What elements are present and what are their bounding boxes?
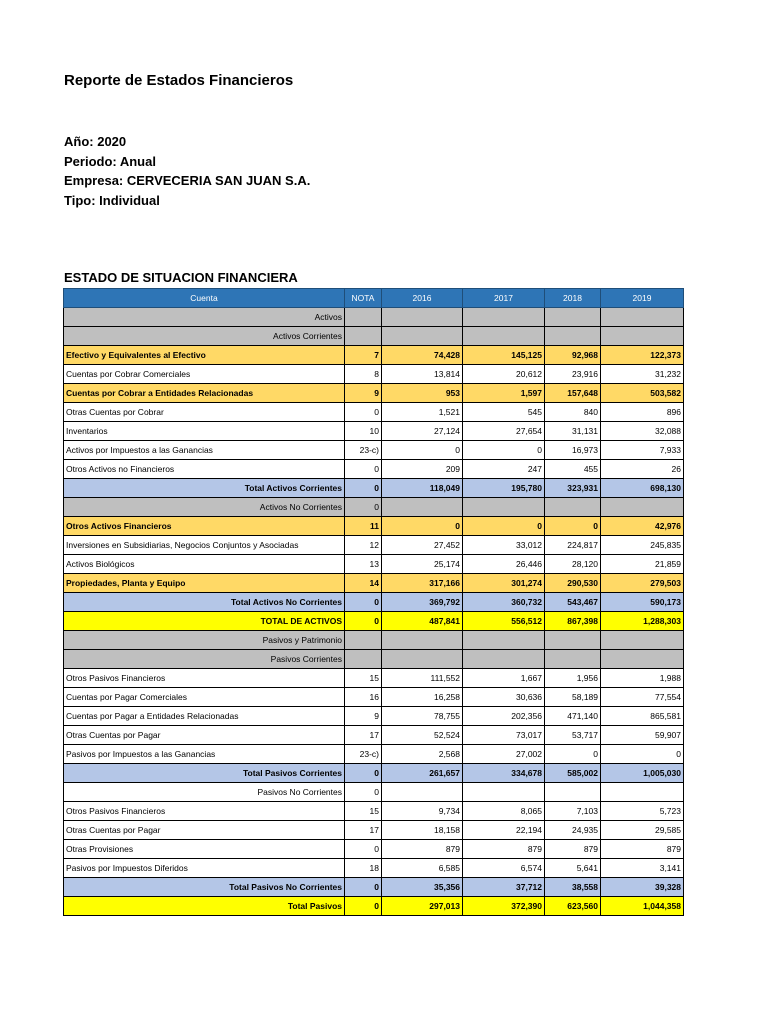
cell-2017: 30,636 xyxy=(463,688,545,707)
cell-cuenta: Activos Corrientes xyxy=(64,327,345,346)
cell-2018: 58,189 xyxy=(545,688,601,707)
table-row xyxy=(64,555,684,574)
table-row xyxy=(64,422,684,441)
cell-2016: 27,452 xyxy=(382,536,463,555)
cell-2017 xyxy=(463,783,545,802)
cell-2016: 487,841 xyxy=(382,612,463,631)
table-row xyxy=(64,498,684,517)
cell-2017: 0 xyxy=(463,517,545,536)
cell-2018: 38,558 xyxy=(545,878,601,897)
cell-2018: 543,467 xyxy=(545,593,601,612)
cell-nota: 23-c) xyxy=(345,745,382,764)
cell-2017: 556,512 xyxy=(463,612,545,631)
cell-2016: 209 xyxy=(382,460,463,479)
cell-nota: 0 xyxy=(345,783,382,802)
cell-2017: 8,065 xyxy=(463,802,545,821)
cell-2017 xyxy=(463,498,545,517)
cell-nota: 15 xyxy=(345,669,382,688)
cell-cuenta: Activos por Impuestos a las Ganancias xyxy=(64,441,345,460)
table-row xyxy=(64,821,684,840)
cell-2018: 28,120 xyxy=(545,555,601,574)
cell-nota: 7 xyxy=(345,346,382,365)
cell-2016: 35,356 xyxy=(382,878,463,897)
cell-2018 xyxy=(545,650,601,669)
cell-cuenta: Inventarios xyxy=(64,422,345,441)
cell-cuenta: Otras Cuentas por Pagar xyxy=(64,821,345,840)
cell-cuenta: Activos No Corrientes xyxy=(64,498,345,517)
section-title: ESTADO DE SITUACION FINANCIERA xyxy=(64,270,298,285)
cell-2016 xyxy=(382,327,463,346)
cell-nota: 0 xyxy=(345,897,382,916)
cell-nota: 0 xyxy=(345,403,382,422)
cell-2019: 1,044,358 xyxy=(601,897,684,916)
column-header-2017: 2017 xyxy=(463,289,545,308)
cell-2016: 953 xyxy=(382,384,463,403)
cell-2018: 0 xyxy=(545,745,601,764)
cell-2018: 92,968 xyxy=(545,346,601,365)
table-row xyxy=(64,460,684,479)
cell-cuenta: Cuentas por Pagar Comerciales xyxy=(64,688,345,707)
cell-nota xyxy=(345,308,382,327)
cell-2018: 7,103 xyxy=(545,802,601,821)
cell-2017 xyxy=(463,631,545,650)
cell-2016: 118,049 xyxy=(382,479,463,498)
cell-2019: 26 xyxy=(601,460,684,479)
cell-2019: 77,554 xyxy=(601,688,684,707)
cell-2019 xyxy=(601,650,684,669)
cell-2018 xyxy=(545,308,601,327)
cell-cuenta: Cuentas por Cobrar a Entidades Relacionadas xyxy=(64,384,345,403)
table-row xyxy=(64,308,684,327)
cell-2016 xyxy=(382,308,463,327)
cell-2018: 1,956 xyxy=(545,669,601,688)
cell-2017: 1,597 xyxy=(463,384,545,403)
table-row xyxy=(64,764,684,783)
cell-cuenta: Total Pasivos xyxy=(64,897,345,916)
cell-cuenta: Otras Cuentas por Cobrar xyxy=(64,403,345,422)
cell-2016: 74,428 xyxy=(382,346,463,365)
cell-2018 xyxy=(545,783,601,802)
cell-cuenta: Cuentas por Cobrar Comerciales xyxy=(64,365,345,384)
cell-2019: 245,835 xyxy=(601,536,684,555)
cell-nota: 0 xyxy=(345,878,382,897)
cell-2017: 0 xyxy=(463,441,545,460)
table-row xyxy=(64,403,684,422)
cell-2019: 698,130 xyxy=(601,479,684,498)
cell-nota: 17 xyxy=(345,726,382,745)
cell-nota: 8 xyxy=(345,365,382,384)
cell-nota: 9 xyxy=(345,707,382,726)
cell-2017: 1,667 xyxy=(463,669,545,688)
cell-2016 xyxy=(382,783,463,802)
cell-cuenta: Total Activos Corrientes xyxy=(64,479,345,498)
financial-table xyxy=(63,288,684,916)
table-row xyxy=(64,688,684,707)
meta-anio: Año: 2020 xyxy=(64,134,127,149)
column-header-2019: 2019 xyxy=(601,289,684,308)
cell-2017: 33,012 xyxy=(463,536,545,555)
cell-2018: 224,817 xyxy=(545,536,601,555)
cell-2016: 879 xyxy=(382,840,463,859)
cell-nota: 12 xyxy=(345,536,382,555)
cell-2018: 0 xyxy=(545,517,601,536)
table-row xyxy=(64,878,684,897)
cell-cuenta: Otros Pasivos Financieros xyxy=(64,669,345,688)
cell-2016: 2,568 xyxy=(382,745,463,764)
table-row xyxy=(64,650,684,669)
table-row xyxy=(64,536,684,555)
cell-2016: 52,524 xyxy=(382,726,463,745)
table-row xyxy=(64,802,684,821)
table-row xyxy=(64,631,684,650)
cell-2019: 503,582 xyxy=(601,384,684,403)
cell-2016: 369,792 xyxy=(382,593,463,612)
column-header-nota: NOTA xyxy=(345,289,382,308)
meta-periodo: Periodo: Anual xyxy=(64,153,156,169)
cell-cuenta: Total Pasivos Corrientes xyxy=(64,764,345,783)
cell-2016: 111,552 xyxy=(382,669,463,688)
cell-2019: 29,585 xyxy=(601,821,684,840)
cell-2019: 590,173 xyxy=(601,593,684,612)
cell-cuenta: Pasivos Corrientes xyxy=(64,650,345,669)
cell-nota: 14 xyxy=(345,574,382,593)
cell-2017: 202,356 xyxy=(463,707,545,726)
cell-2017: 360,732 xyxy=(463,593,545,612)
cell-2017: 27,002 xyxy=(463,745,545,764)
report-meta xyxy=(64,132,310,210)
cell-2018: 24,935 xyxy=(545,821,601,840)
cell-2018: 5,641 xyxy=(545,859,601,878)
cell-2018: 290,530 xyxy=(545,574,601,593)
cell-2016 xyxy=(382,650,463,669)
table-row xyxy=(64,726,684,745)
cell-nota: 0 xyxy=(345,479,382,498)
cell-cuenta: Total Activos No Corrientes xyxy=(64,593,345,612)
cell-2019: 31,232 xyxy=(601,365,684,384)
cell-2019: 59,907 xyxy=(601,726,684,745)
cell-2018: 53,717 xyxy=(545,726,601,745)
cell-2018: 623,560 xyxy=(545,897,601,916)
cell-nota: 17 xyxy=(345,821,382,840)
cell-nota: 0 xyxy=(345,840,382,859)
table-row xyxy=(64,859,684,878)
cell-2019: 5,723 xyxy=(601,802,684,821)
cell-2017: 879 xyxy=(463,840,545,859)
cell-nota xyxy=(345,327,382,346)
cell-2017 xyxy=(463,327,545,346)
cell-2019 xyxy=(601,783,684,802)
cell-2019: 1,005,030 xyxy=(601,764,684,783)
cell-cuenta: Otros Activos no Financieros xyxy=(64,460,345,479)
cell-2016: 18,158 xyxy=(382,821,463,840)
table-row xyxy=(64,840,684,859)
cell-cuenta: Otras Cuentas por Pagar xyxy=(64,726,345,745)
cell-2018: 585,002 xyxy=(545,764,601,783)
cell-2016: 6,585 xyxy=(382,859,463,878)
cell-2018: 867,398 xyxy=(545,612,601,631)
cell-2018: 31,131 xyxy=(545,422,601,441)
cell-nota: 18 xyxy=(345,859,382,878)
table-row xyxy=(64,593,684,612)
cell-2016: 0 xyxy=(382,441,463,460)
table-row xyxy=(64,707,684,726)
cell-2019 xyxy=(601,327,684,346)
cell-2017: 195,780 xyxy=(463,479,545,498)
cell-2017 xyxy=(463,650,545,669)
cell-2017: 145,125 xyxy=(463,346,545,365)
cell-2019: 21,859 xyxy=(601,555,684,574)
table-row xyxy=(64,441,684,460)
cell-2019: 896 xyxy=(601,403,684,422)
cell-2019: 32,088 xyxy=(601,422,684,441)
cell-2016: 78,755 xyxy=(382,707,463,726)
cell-2019: 122,373 xyxy=(601,346,684,365)
cell-2018: 455 xyxy=(545,460,601,479)
cell-2018: 157,648 xyxy=(545,384,601,403)
table-row xyxy=(64,327,684,346)
cell-2018: 23,916 xyxy=(545,365,601,384)
table-row xyxy=(64,612,684,631)
cell-nota: 23-c) xyxy=(345,441,382,460)
cell-nota: 0 xyxy=(345,764,382,783)
cell-2019: 0 xyxy=(601,745,684,764)
cell-2016 xyxy=(382,498,463,517)
cell-2018: 471,140 xyxy=(545,707,601,726)
table-row xyxy=(64,384,684,403)
cell-2017: 26,446 xyxy=(463,555,545,574)
cell-cuenta: Pasivos y Patrimonio xyxy=(64,631,345,650)
cell-nota xyxy=(345,631,382,650)
table-row xyxy=(64,574,684,593)
table-row xyxy=(64,897,684,916)
cell-cuenta: Inversiones en Subsidiarias, Negocios Conjuntos y Asociadas xyxy=(64,536,345,555)
cell-2017: 372,390 xyxy=(463,897,545,916)
cell-2017: 6,574 xyxy=(463,859,545,878)
cell-nota: 11 xyxy=(345,517,382,536)
column-header-cuenta: Cuenta xyxy=(64,289,345,308)
cell-2019: 42,976 xyxy=(601,517,684,536)
cell-2019: 865,581 xyxy=(601,707,684,726)
cell-2018 xyxy=(545,498,601,517)
cell-nota: 0 xyxy=(345,498,382,517)
meta-tipo: Tipo: Individual xyxy=(64,192,160,208)
table-row xyxy=(64,365,684,384)
cell-nota: 0 xyxy=(345,612,382,631)
cell-cuenta: Efectivo y Equivalentes al Efectivo xyxy=(64,346,345,365)
cell-nota: 0 xyxy=(345,460,382,479)
cell-2018: 16,973 xyxy=(545,441,601,460)
cell-cuenta: Propiedades, Planta y Equipo xyxy=(64,574,345,593)
cell-cuenta: Total Pasivos No Corrientes xyxy=(64,878,345,897)
cell-2016: 9,734 xyxy=(382,802,463,821)
cell-2017: 22,194 xyxy=(463,821,545,840)
cell-2018: 840 xyxy=(545,403,601,422)
column-header-2018: 2018 xyxy=(545,289,601,308)
cell-2017: 73,017 xyxy=(463,726,545,745)
cell-cuenta: Otras Provisiones xyxy=(64,840,345,859)
cell-2016: 16,258 xyxy=(382,688,463,707)
cell-cuenta: Activos xyxy=(64,308,345,327)
table-row xyxy=(64,346,684,365)
cell-cuenta: Activos Biológicos xyxy=(64,555,345,574)
cell-nota xyxy=(345,650,382,669)
cell-2018: 879 xyxy=(545,840,601,859)
table-header-row xyxy=(64,289,684,308)
column-header-2016: 2016 xyxy=(382,289,463,308)
cell-2017 xyxy=(463,308,545,327)
cell-2019: 1,288,303 xyxy=(601,612,684,631)
cell-2017: 545 xyxy=(463,403,545,422)
cell-2019: 39,328 xyxy=(601,878,684,897)
table-body xyxy=(64,308,684,916)
cell-2016 xyxy=(382,631,463,650)
meta-empresa: Empresa: CERVECERIA SAN JUAN S.A. xyxy=(64,173,311,188)
cell-cuenta: Otros Activos Financieros xyxy=(64,517,345,536)
cell-cuenta: Otros Pasivos Financieros xyxy=(64,802,345,821)
cell-2016: 13,814 xyxy=(382,365,463,384)
cell-2017: 37,712 xyxy=(463,878,545,897)
cell-2017: 20,612 xyxy=(463,365,545,384)
cell-cuenta: Cuentas por Pagar a Entidades Relacionadas xyxy=(64,707,345,726)
cell-2016: 261,657 xyxy=(382,764,463,783)
cell-2018 xyxy=(545,327,601,346)
cell-2017: 247 xyxy=(463,460,545,479)
cell-nota: 16 xyxy=(345,688,382,707)
cell-2019: 1,988 xyxy=(601,669,684,688)
cell-2017: 27,654 xyxy=(463,422,545,441)
cell-cuenta: Pasivos No Corrientes xyxy=(64,783,345,802)
cell-2016: 1,521 xyxy=(382,403,463,422)
cell-2019 xyxy=(601,631,684,650)
cell-2016: 0 xyxy=(382,517,463,536)
table-row xyxy=(64,669,684,688)
cell-2019: 7,933 xyxy=(601,441,684,460)
report-title: Reporte de Estados Financieros xyxy=(64,72,294,89)
cell-2019 xyxy=(601,498,684,517)
cell-nota: 0 xyxy=(345,593,382,612)
cell-2018 xyxy=(545,631,601,650)
cell-2019 xyxy=(601,308,684,327)
cell-2019: 279,503 xyxy=(601,574,684,593)
table-row xyxy=(64,479,684,498)
cell-nota: 13 xyxy=(345,555,382,574)
cell-cuenta: TOTAL DE ACTIVOS xyxy=(64,612,345,631)
cell-2016: 317,166 xyxy=(382,574,463,593)
table-row xyxy=(64,745,684,764)
cell-2019: 879 xyxy=(601,840,684,859)
cell-nota: 9 xyxy=(345,384,382,403)
cell-2017: 301,274 xyxy=(463,574,545,593)
cell-nota: 15 xyxy=(345,802,382,821)
cell-2016: 27,124 xyxy=(382,422,463,441)
table-row xyxy=(64,783,684,802)
cell-cuenta: Pasivos por Impuestos a las Ganancias xyxy=(64,745,345,764)
cell-2016: 25,174 xyxy=(382,555,463,574)
cell-2016: 297,013 xyxy=(382,897,463,916)
cell-2018: 323,931 xyxy=(545,479,601,498)
cell-2019: 3,141 xyxy=(601,859,684,878)
cell-cuenta: Pasivos por Impuestos Diferidos xyxy=(64,859,345,878)
cell-nota: 10 xyxy=(345,422,382,441)
cell-2017: 334,678 xyxy=(463,764,545,783)
table-row xyxy=(64,517,684,536)
